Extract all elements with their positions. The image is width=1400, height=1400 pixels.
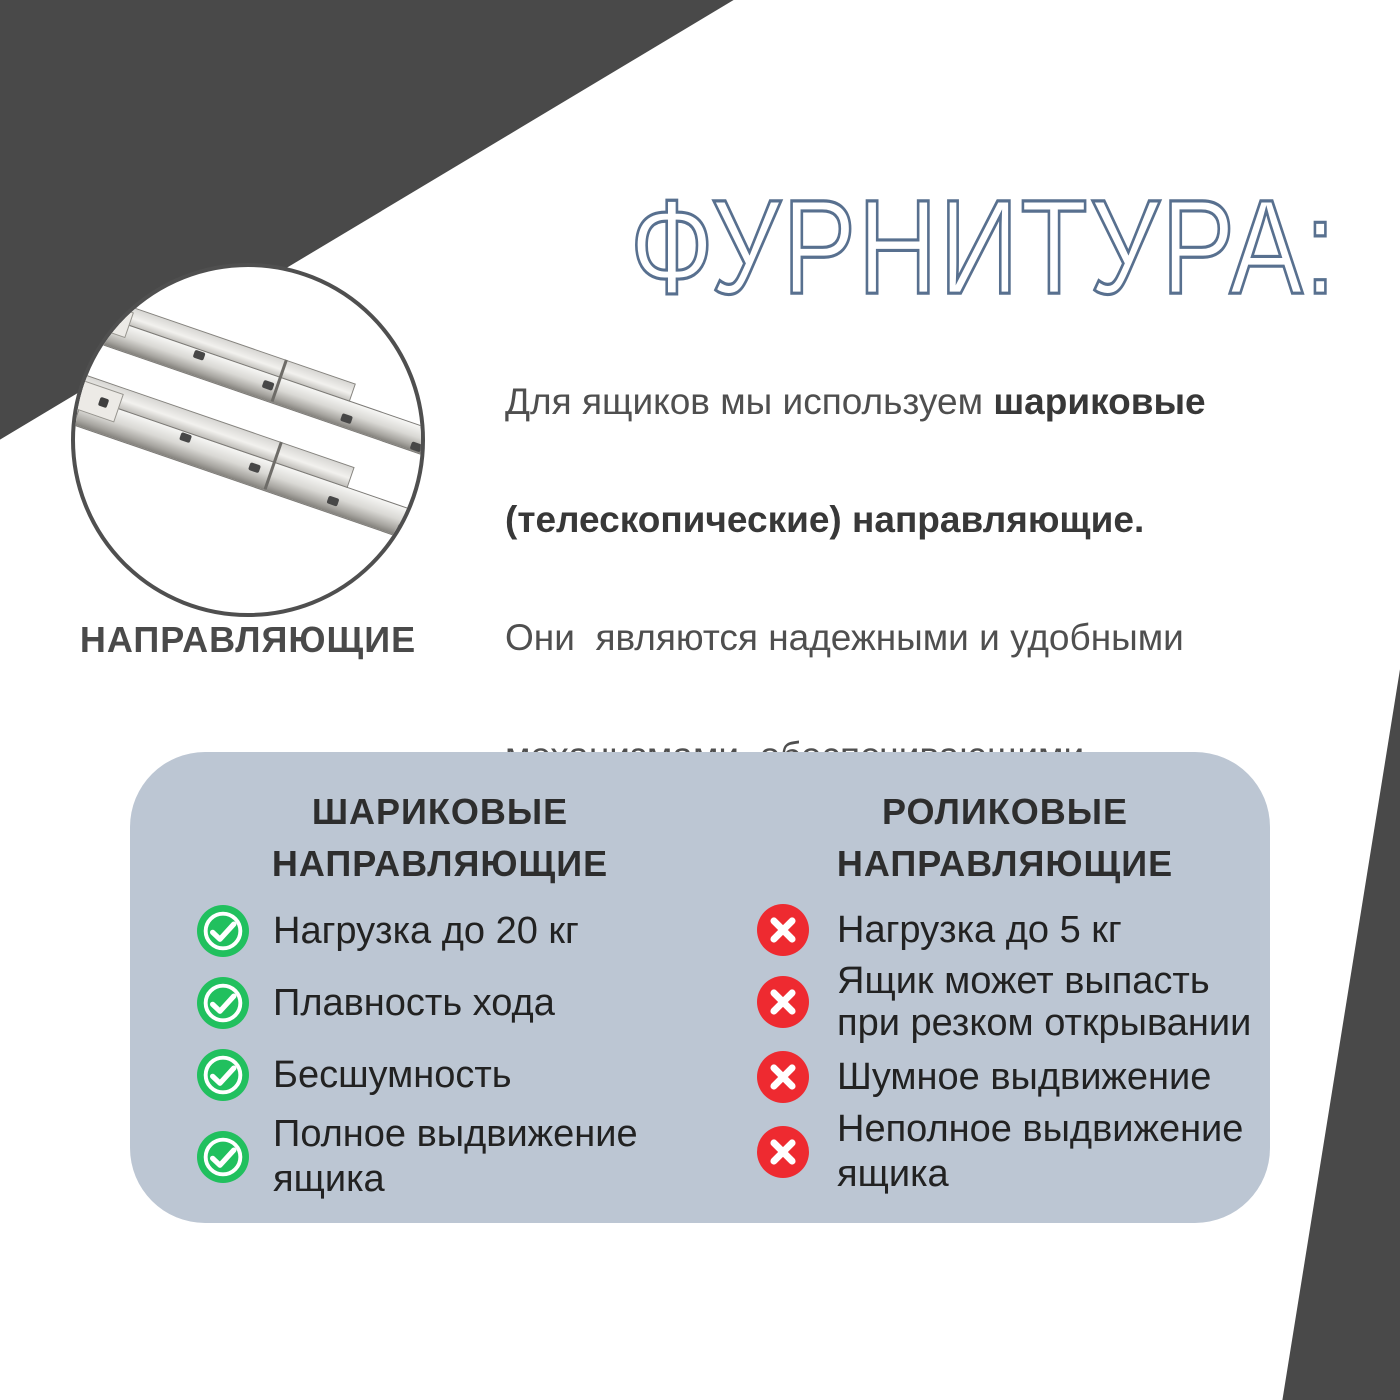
intro-text-bold: (телескопические) направляющие.	[505, 499, 1145, 540]
page-title: ФУРНИТУРА:	[630, 172, 1338, 323]
list-item	[197, 905, 579, 957]
cross-icon	[757, 1051, 809, 1103]
list-item-label: ящика	[837, 1153, 949, 1195]
left-column-header	[190, 786, 690, 890]
list-item	[757, 1051, 1211, 1103]
list-item-label: Бесшумность	[273, 1053, 512, 1096]
list-item-label: Нагрузка до 20 кг	[273, 909, 579, 952]
cross-icon	[757, 904, 809, 956]
list-item	[757, 1107, 1243, 1197]
check-icon	[197, 977, 249, 1029]
list-item-label: Ящик может выпасть	[837, 960, 1210, 1002]
list-item-label: при резком открывании	[837, 1002, 1252, 1044]
cross-icon	[757, 1126, 809, 1178]
intro-text-bold: шариковые	[993, 381, 1206, 422]
list-item-label: Плавность хода	[273, 981, 555, 1024]
list-item	[757, 904, 1122, 956]
check-icon	[197, 1131, 249, 1183]
list-item	[197, 977, 555, 1029]
right-column-header	[760, 786, 1250, 890]
left-header-line1: ШАРИКОВЫЕ	[311, 791, 569, 832]
check-icon	[197, 1049, 249, 1101]
cross-icon	[757, 976, 809, 1028]
drawer-slides-photo	[71, 263, 425, 617]
intro-text: Они являются надежными и удобными	[505, 617, 1184, 658]
list-item-label: Шумное выдвижение	[837, 1055, 1212, 1098]
list-item	[197, 1049, 512, 1101]
right-header-line2: НАПРАВЛЯЮЩИЕ	[836, 843, 1174, 884]
left-header-line2: НАПРАВЛЯЮЩИЕ	[271, 843, 609, 884]
list-item	[757, 960, 1251, 1044]
check-icon	[197, 905, 249, 957]
right-header-line1: РОЛИКОВЫЕ	[881, 791, 1128, 832]
photo-caption: НАПРАВЛЯЮЩИЕ	[79, 619, 417, 660]
list-item-label: Полное выдвижение	[273, 1113, 638, 1155]
list-item-label: Неполное выдвижение	[837, 1108, 1244, 1150]
list-item-label: ящика	[273, 1158, 385, 1200]
list-item-label: Нагрузка до 5 кг	[837, 908, 1122, 951]
list-item	[197, 1112, 638, 1202]
intro-text: Для ящиков мы используем	[505, 381, 994, 422]
